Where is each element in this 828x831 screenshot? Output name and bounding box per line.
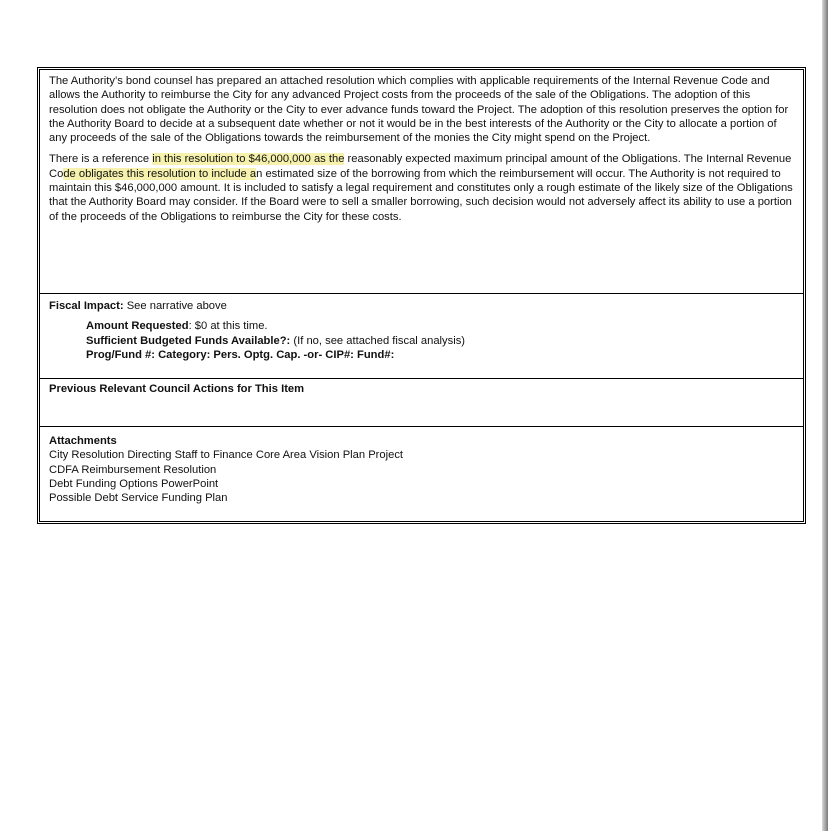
highlighted-text-2: de obligates this resolution to include a	[63, 167, 257, 180]
prog-fund-line: Prog/Fund #: Category: Pers. Optg. Cap. -or- CIP#: Fund#:	[86, 348, 395, 361]
paragraph-2-text-a: There is a reference	[49, 153, 153, 166]
funds-available-line	[86, 334, 795, 348]
amount-requested-label: Amount Requested	[86, 320, 189, 333]
attachments-section	[40, 427, 803, 521]
narrative-paragraph-2	[49, 152, 795, 223]
attachment-item[interactable]: Debt Funding Options PowerPoint	[49, 477, 219, 490]
amount-requested-line	[86, 319, 795, 333]
attachment-item[interactable]: Possible Debt Service Funding Plan	[49, 492, 228, 505]
page-edge-shadow	[822, 0, 828, 831]
paragraph-2-text-b: reasonably expected maximum principal amount of the Obligations. The Internal Revenue Co	[49, 153, 792, 180]
highlighted-text-1: in this resolution to $46,000,000 as the	[152, 153, 345, 166]
fiscal-impact-value: See narrative above	[123, 300, 227, 312]
previous-actions-section	[40, 379, 803, 427]
narrative-section	[40, 70, 803, 294]
funds-available-value: (If no, see attached fiscal analysis)	[290, 334, 466, 347]
paragraph-2-text-c: n estimated size of the borrowing from which the reimbursement will occur. The Authority is not required to maintain this $46,000,000 amount. It is included to satisfy a legal requirement and constitutes only a rough estimate of the likely size of the Obligations that the Authority Board may consider. If the Board were to sell a smaller borrowing, such decision would not adversely affect its ability to use a portion of the proceeds of the Obligations to reimburse the City for these costs.	[49, 167, 793, 223]
fiscal-impact-line	[49, 299, 795, 313]
attachment-item[interactable]: City Resolution Directing Staff to Finance Core Area Vision Plan Project	[49, 449, 404, 462]
fiscal-impact-section	[40, 294, 803, 379]
amount-requested-value: : $0 at this time.	[188, 320, 268, 333]
previous-actions-heading: Previous Relevant Council Actions for This Item	[49, 383, 305, 395]
attachment-item[interactable]: CDFA Reimbursement Resolution	[49, 463, 217, 476]
fiscal-details	[86, 319, 795, 362]
attachments-heading: Attachments	[49, 435, 117, 447]
fiscal-impact-label: Fiscal Impact:	[49, 300, 124, 312]
narrative-paragraph-1: The Authority’s bond counsel has prepared an attached resolution which complies with applicable requirements of the Internal Revenue Code and allows the Authority to reimburse the City for any advanced Project costs from the proceeds of the sale of the Obligations. The adoption of this resolution does not obligate the Authority or the City to ever advance funds toward the Project. The adoption of this resolution preserves the option for the Authority Board to decide at a subsequent date whether or not it would be in the best interests of the Authority or the City to allocate a portion of any proceeds of the sale of the Obligations towards the reimbursement of the monies the City might spend on the Project.	[49, 75, 789, 145]
staff-report-table	[37, 67, 806, 524]
funds-available-label: Sufficient Budgeted Funds Available?:	[86, 334, 291, 347]
